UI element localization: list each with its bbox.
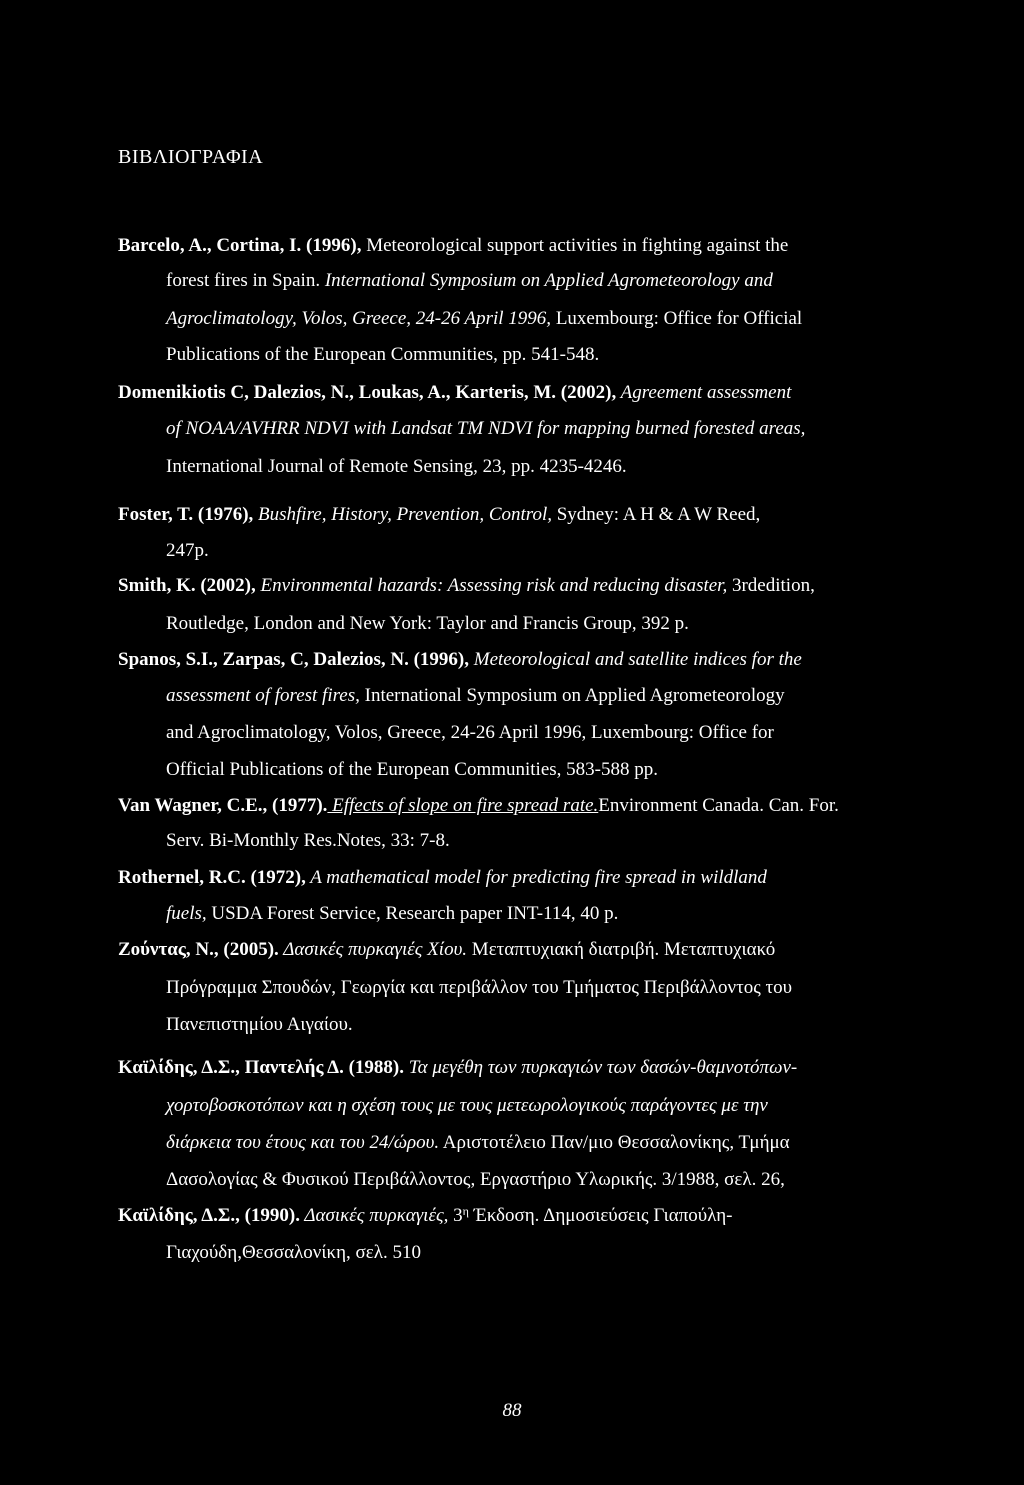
reference-title: Effects of slope on fire spread rate.: [327, 795, 599, 816]
reference-text: Έκδοση. Δημοσιεύσεις Γιαπούλη-: [468, 1205, 733, 1226]
reference-author: Barcelo, A., Cortina, I. (1996),: [118, 235, 362, 256]
reference-continuation-line: [166, 904, 618, 924]
reference-title: Agreement assessment: [616, 382, 792, 403]
reference-title: of NOAA/AVHRR NDVI with Landsat TM NDVI for mapping burned forested areas,: [166, 418, 806, 439]
reference-title: Δασικές πυρκαγιές Χίου.: [278, 939, 468, 960]
reference-title: χορτοβοσκοτόπων και η σχέση τους με τους μετεωρολογικούς παράγοντες με την: [166, 1095, 768, 1116]
reference-first-line: [118, 1206, 733, 1226]
page-title: ΒΙΒΛΙΟΓΡΑΦΙΑ: [118, 146, 264, 168]
reference-title: assessment of forest fires,: [166, 685, 360, 706]
reference-continuation-line: [166, 1170, 785, 1190]
reference-first-line: [118, 1058, 797, 1078]
reference-title: Τα μεγέθη των πυρκαγιών των δασών-θαμνοτόπων-: [404, 1057, 798, 1078]
reference-continuation-line: [166, 686, 785, 706]
reference-text: International Journal of Remote Sensing, 23, pp. 4235-4246.: [166, 456, 627, 477]
reference-text: Δασολογίας & Φυσικού Περιβάλλοντος, Εργαστήριο Υλωρικής. 3/1988, σελ. 26,: [166, 1169, 785, 1190]
reference-continuation-line: [166, 1015, 353, 1035]
reference-text: Πανεπιστημίου Αιγαίου.: [166, 1014, 353, 1035]
reference-text: Meteorological support activities in fighting against the: [361, 235, 789, 256]
reference-text: Environment Canada. Can. For.: [598, 795, 839, 816]
reference-author: Foster, T. (1976),: [118, 504, 254, 525]
reference-continuation-line: [166, 541, 209, 561]
reference-text: Routledge, London and New York: Taylor and Francis Group, 392 p.: [166, 613, 689, 634]
reference-continuation-line: [166, 831, 450, 851]
reference-text: Publications of the European Communities, pp. 541-548.: [166, 344, 600, 365]
reference-author: Smith, K. (2002),: [118, 575, 256, 596]
reference-author: Van Wagner, C.E., (1977).: [118, 795, 328, 816]
reference-text: forest fires in Spain.: [166, 270, 325, 291]
reference-title: International Symposium on Applied Agrometeorology and: [324, 270, 773, 291]
reference-continuation-line: [166, 419, 805, 439]
reference-text: International Symposium on Applied Agrometeorology: [359, 685, 785, 706]
reference-title: fuels,: [166, 903, 207, 924]
reference-text: Luxembourg: Office for Official: [551, 308, 803, 329]
reference-continuation-line: [166, 723, 774, 743]
reference-continuation-line: [166, 760, 658, 780]
reference-author: Καϊλίδης, Δ.Σ., (1990).: [118, 1205, 300, 1226]
reference-title: Bushfire, History, Prevention, Control,: [253, 504, 552, 525]
reference-continuation-line: [166, 1096, 768, 1116]
reference-text: Sydney: A H & A W Reed,: [551, 504, 761, 525]
reference-continuation-line: [166, 1243, 421, 1263]
reference-text: Γιαχούδη,Θεσσαλονίκη, σελ. 510: [166, 1242, 421, 1263]
reference-text: 247p.: [166, 540, 209, 561]
reference-continuation-line: [166, 457, 627, 477]
reference-first-line: [118, 650, 802, 670]
reference-continuation-line: [166, 614, 689, 634]
reference-text: Μεταπτυχιακή διατριβή. Μεταπτυχιακό: [467, 939, 776, 960]
reference-title: Agroclimatology, Volos, Greece, 24-26 April 1996,: [166, 308, 552, 329]
reference-text: USDA Forest Service, Research paper INT-114, 40 p.: [206, 903, 619, 924]
reference-text: Πρόγραμμα Σπουδών, Γεωργία και περιβάλλον του Τμήματος Περιβάλλοντος του: [166, 977, 793, 998]
reference-text: and Agroclimatology, Volos, Greece, 24-26 April 1996, Luxembourg: Office for: [166, 722, 774, 743]
reference-first-line: [118, 576, 815, 596]
reference-title: Δασικές πυρκαγιές,: [300, 1205, 449, 1226]
reference-continuation-line: [166, 309, 802, 329]
reference-text: 3: [448, 1205, 463, 1226]
reference-first-line: [118, 940, 775, 960]
reference-text: η: [462, 1204, 469, 1218]
reference-author: Domenikiotis C, Dalezios, N., Loukas, A., Karteris, M. (2002),: [118, 382, 617, 403]
reference-continuation-line: [166, 978, 792, 998]
reference-author: Ζούντας, Ν., (2005).: [118, 939, 279, 960]
reference-continuation-line: [166, 345, 599, 365]
reference-continuation-line: [166, 1133, 790, 1153]
reference-text: Serv. Bi-Monthly Res.Notes, 33: 7-8.: [166, 830, 450, 851]
page-number: 88: [502, 1400, 522, 1421]
reference-author: Spanos, S.I., Zarpas, C, Dalezios, N. (1996),: [118, 649, 470, 670]
reference-title: Meteorological and satellite indices for the: [469, 649, 802, 670]
reference-first-line: [118, 236, 788, 256]
reference-text: Αριστοτέλειο Παν/μιο Θεσσαλονίκης, Τμήμα: [439, 1132, 790, 1153]
reference-first-line: [118, 796, 839, 816]
reference-continuation-line: [166, 271, 773, 291]
reference-text: Official Publications of the European Communities, 583-588 pp.: [166, 759, 658, 780]
reference-text: 3rdedition,: [727, 575, 815, 596]
reference-first-line: [118, 505, 760, 525]
reference-first-line: [118, 868, 767, 888]
reference-author: Καϊλίδης, Δ.Σ., Παντελής Δ. (1988).: [118, 1057, 404, 1078]
reference-author: Rothernel, R.C. (1972),: [118, 867, 306, 888]
reference-title: A mathematical model for predicting fire spread in wildland: [305, 867, 767, 888]
reference-title: διάρκεια του έτους και του 24/ώρου.: [166, 1132, 440, 1153]
reference-title: Environmental hazards: Assessing risk and reducing disaster,: [255, 575, 728, 596]
reference-first-line: [118, 383, 791, 403]
